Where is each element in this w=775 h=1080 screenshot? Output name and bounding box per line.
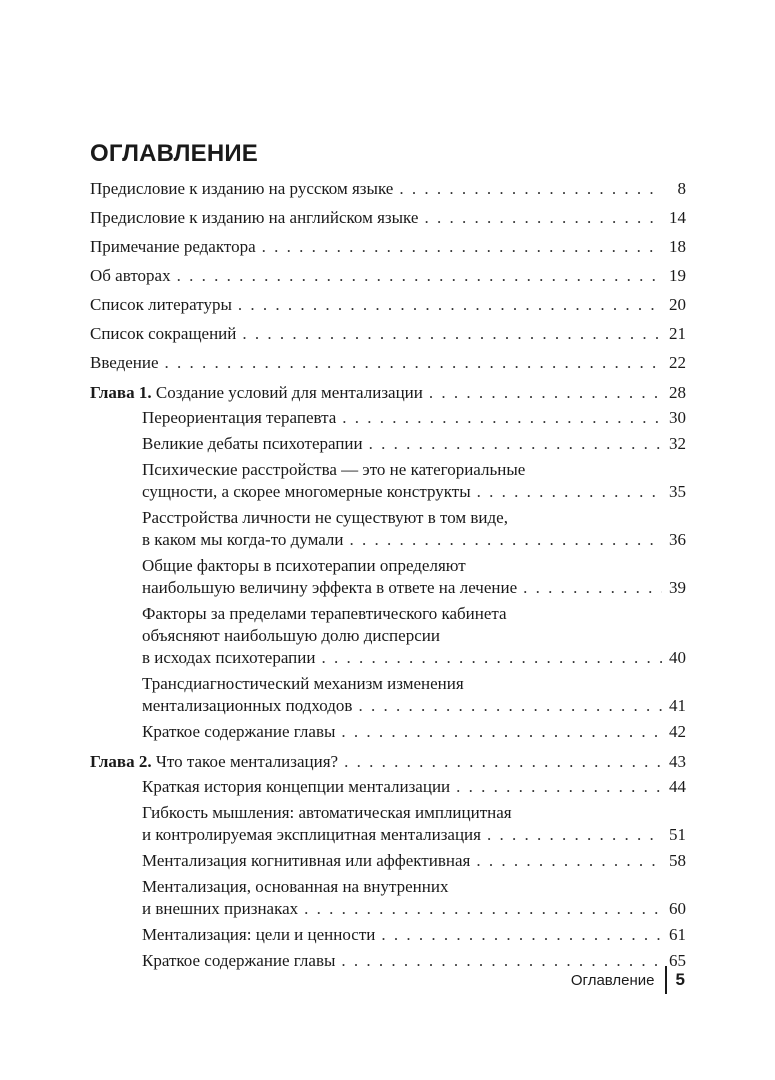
toc-section-title: Краткая история концепции ментализации <box>142 777 451 796</box>
toc-entry-page: 44 <box>669 777 686 796</box>
toc-entry-title: Список сокращений <box>90 324 237 343</box>
toc-entry-title: Список литературы <box>90 295 232 314</box>
toc-section-title-line: в исходах психотерапии <box>142 648 316 667</box>
toc-section <box>90 924 686 946</box>
toc-section-title: Переориентация терапевта <box>142 408 337 427</box>
toc-entry-title: Примечание редактора <box>90 237 256 256</box>
toc-section-title-line: Трансдиагностический механизм изменения <box>142 674 464 693</box>
page-title: ОГЛАВЛЕНИЕ <box>90 140 259 167</box>
dot-leader <box>476 850 662 872</box>
toc-section-title-line: наибольшую величину эффекта в ответе на лечение <box>142 578 518 597</box>
toc-entry-page: 18 <box>669 237 686 256</box>
dot-leader <box>369 433 662 455</box>
toc-section <box>90 802 686 846</box>
toc-entry-page: 30 <box>669 408 686 427</box>
toc-section-title-line: сущности, а скорее многомерные конструкты <box>142 482 471 501</box>
toc-entry-page: 19 <box>669 266 686 285</box>
dot-leader <box>165 352 662 374</box>
toc-entry-page: 8 <box>677 179 686 198</box>
toc-entry <box>90 178 686 200</box>
toc-entry <box>90 352 686 374</box>
toc-section <box>90 776 686 798</box>
dot-leader <box>350 529 662 551</box>
page-footer <box>571 966 685 994</box>
toc-section <box>90 507 686 551</box>
toc-entry-page: 51 <box>669 825 686 844</box>
toc-section <box>90 407 686 429</box>
toc-section-title: Ментализация когнитивная или аффективная <box>142 851 471 870</box>
toc-section-title-line: Психические расстройства — это не категориальные <box>142 460 526 479</box>
toc-entry-title: Предисловие к изданию на русском языке <box>90 179 394 198</box>
toc-entry-page: 41 <box>669 696 686 715</box>
dot-leader <box>429 382 662 404</box>
toc-section <box>90 876 686 920</box>
running-footer-label: Оглавление <box>570 971 655 989</box>
dot-leader <box>399 178 662 200</box>
toc-section-title: Краткое содержание главы <box>142 951 336 970</box>
toc-entry <box>90 323 686 345</box>
toc-entry-page: 60 <box>669 899 686 918</box>
dot-leader <box>424 207 662 229</box>
toc-entry-title: Об авторах <box>90 266 171 285</box>
toc-entry-page: 14 <box>669 208 686 227</box>
toc-section <box>90 603 686 669</box>
dot-leader <box>321 647 662 669</box>
toc-entry-title: Предисловие к изданию на английском языке <box>90 208 419 227</box>
chapter-label: Глава 1. <box>90 383 152 402</box>
chapter-heading <box>90 382 686 404</box>
toc-entry-title: Введение <box>90 353 159 372</box>
dot-leader <box>342 407 662 429</box>
toc-section-title-line: в каком мы когда-то думали <box>142 530 344 549</box>
toc-section-title-line: ментализационных подходов <box>142 696 353 715</box>
toc-section <box>90 721 686 743</box>
dot-leader <box>341 721 662 743</box>
toc-section <box>90 555 686 599</box>
toc-entry-page: 36 <box>669 530 686 549</box>
toc-section-title: Ментализация: цели и ценности <box>142 925 376 944</box>
chapter-title: Создание условий для ментализации <box>155 383 423 402</box>
toc-section-title-line: Гибкость мышления: автоматическая имплицитная <box>142 803 512 822</box>
toc-entry-page: 43 <box>669 752 686 771</box>
toc-entry-page: 42 <box>669 722 686 741</box>
toc-entry-page: 32 <box>669 434 686 453</box>
toc-section-title-line: Ментализация, основанная на внутренних <box>142 877 449 896</box>
chapter-heading <box>90 751 686 773</box>
chapter-label: Глава 2. <box>90 752 152 771</box>
toc-entry-page: 65 <box>669 951 686 970</box>
toc-entry <box>90 265 686 287</box>
toc-entry-page: 20 <box>669 295 686 314</box>
toc-section-title-line: Расстройства личности не существуют в том виде, <box>142 508 508 527</box>
dot-leader <box>358 695 662 717</box>
toc-section <box>90 433 686 455</box>
toc-section <box>90 850 686 872</box>
toc-entry-page: 58 <box>669 851 686 870</box>
toc-entry-page: 21 <box>669 324 686 343</box>
toc-entry <box>90 236 686 258</box>
dot-leader <box>523 577 662 599</box>
toc-entry-page: 35 <box>669 482 686 501</box>
toc-entry-page: 40 <box>669 648 686 667</box>
toc-section-title-line: и контролируемая эксплицитная ментализация <box>142 825 481 844</box>
toc-entry <box>90 294 686 316</box>
toc-section-title-line: объясняют наибольшую долю дисперсии <box>142 626 440 645</box>
toc-section-title: Краткое содержание главы <box>142 722 336 741</box>
toc-entry-page: 28 <box>669 383 686 402</box>
toc-entry-page: 39 <box>669 578 686 597</box>
dot-leader <box>304 898 662 920</box>
toc-entry-page: 61 <box>669 925 686 944</box>
dot-leader <box>262 236 662 258</box>
toc-entry <box>90 207 686 229</box>
page-number: 5 <box>675 970 685 989</box>
dot-leader <box>238 294 662 316</box>
dot-leader <box>177 265 662 287</box>
toc-section <box>90 459 686 503</box>
footer-divider <box>665 966 667 994</box>
chapter-title: Что такое ментализация? <box>155 752 339 771</box>
dot-leader <box>487 824 662 846</box>
dot-leader <box>477 481 662 503</box>
dot-leader <box>456 776 662 798</box>
table-of-contents <box>90 178 686 976</box>
toc-entry-page: 22 <box>669 353 686 372</box>
dot-leader <box>242 323 662 345</box>
toc-section <box>90 673 686 717</box>
toc-section-title-line: и внешних признаках <box>142 899 299 918</box>
toc-section-title: Великие дебаты психотерапии <box>142 434 363 453</box>
dot-leader <box>381 924 662 946</box>
dot-leader <box>344 751 662 773</box>
toc-section-title-line: Общие факторы в психотерапии определяют <box>142 556 466 575</box>
toc-section-title-line: Факторы за пределами терапевтического кабинета <box>142 604 507 623</box>
